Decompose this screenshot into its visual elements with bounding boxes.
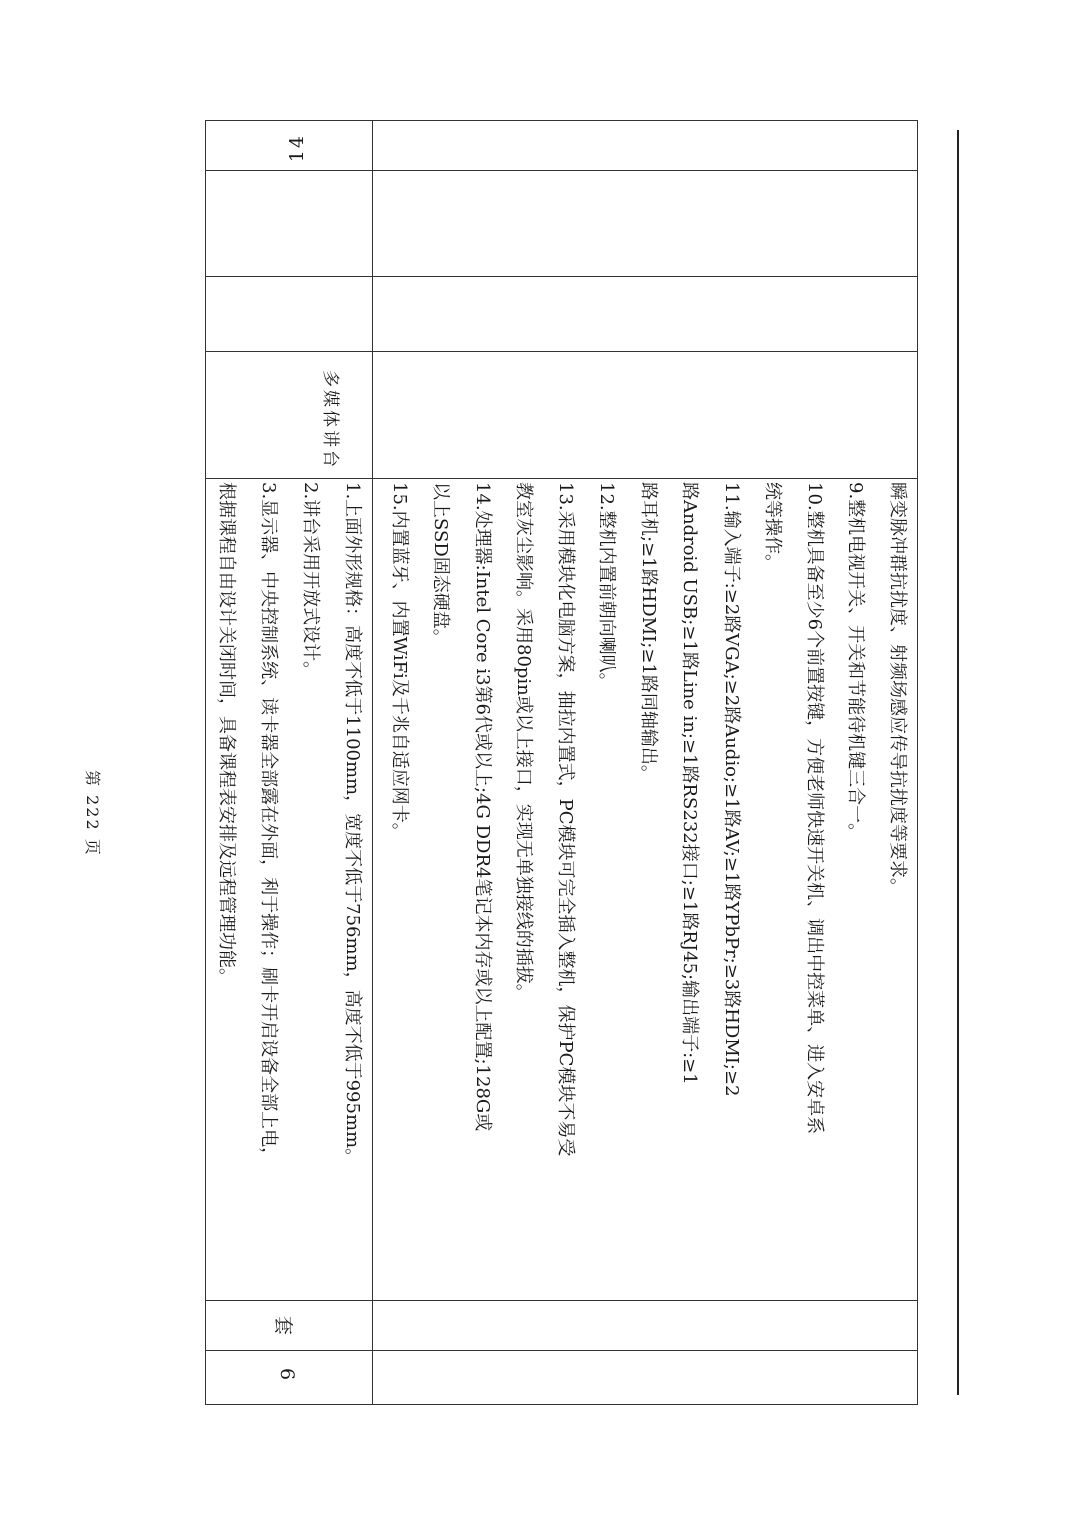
description-line: 13.采用模块化电脑方案，抽拉内置式，PC模块可完全插入整机，保护PC模块不易受 [555, 482, 576, 1157]
row-divider [205, 170, 918, 171]
description-line: 15.内置蓝牙、内置WiFi及千兆自适应网卡。 [389, 482, 410, 841]
description-line: 9.整机电视开关、开关和节能待机键三合一。 [845, 482, 867, 842]
row-divider [205, 1350, 918, 1351]
description-line: 路Android USB;≥1路Line in;≥1路RS232接口;≥1路RJ45;输出端子:≥1 [679, 482, 701, 1085]
row-index: 14 [286, 134, 308, 163]
description-line: 以上SSD固态硬盘。 [430, 482, 452, 647]
description-line: 教室灰尘影响。采用80pin或以上接口，实现无单独接线的插拔。 [513, 482, 535, 1002]
description-line: 11.输入端子:≥2路VGA;≥2路Audio;≥1路AV;≥1路YPbPr;≥3路HDMI;≥2 [721, 482, 742, 1097]
description-line: 统等操作。 [762, 482, 784, 572]
row-divider [205, 351, 918, 352]
column-divider [372, 120, 373, 1405]
page-number: 第 222 页 [83, 770, 102, 857]
rotated-table [205, 120, 918, 1405]
description-line: 10.整机具备至少6个前置按键，方便老师快速开关机、调出中控菜单、进入安卓系 [804, 482, 825, 1135]
param-line: 3.显示器、中央控制系统、读卡器全部露在外面，利于操作；刷卡开启设备全部上电， [258, 482, 279, 1166]
param-line: 2.讲台采用开放式设计。 [300, 482, 321, 680]
row-divider [205, 276, 918, 277]
quantity-cell: 6 [276, 1368, 298, 1381]
row-divider [205, 1300, 918, 1301]
description-line: 14.处理器:Intel Core i3第6代或以上;4G DDR4笔记本内存或以上配置;128G或 [472, 482, 493, 1132]
description-line: 路耳机;≥1路HDMI;≥1路同轴输出。 [638, 482, 659, 783]
unit-cell: 套 [272, 1316, 294, 1336]
row-divider [205, 478, 918, 479]
param-line: 根据课程自由设计关闭时间，具备课程表安排及远程管理功能。 [216, 482, 237, 986]
description-line: 12.整机内置前朝向喇叭。 [596, 482, 618, 691]
param-line: 1.上面外形规格：高度不低于1100mm，宽度不低于756mm，高度不低于995mm。 [342, 482, 363, 1167]
margin-line [957, 130, 959, 1395]
item-name: 多媒体讲台 [320, 370, 340, 470]
description-line: 瞬变脉冲群抗扰度、射频场感应传导抗扰度等要求。 [887, 482, 908, 896]
